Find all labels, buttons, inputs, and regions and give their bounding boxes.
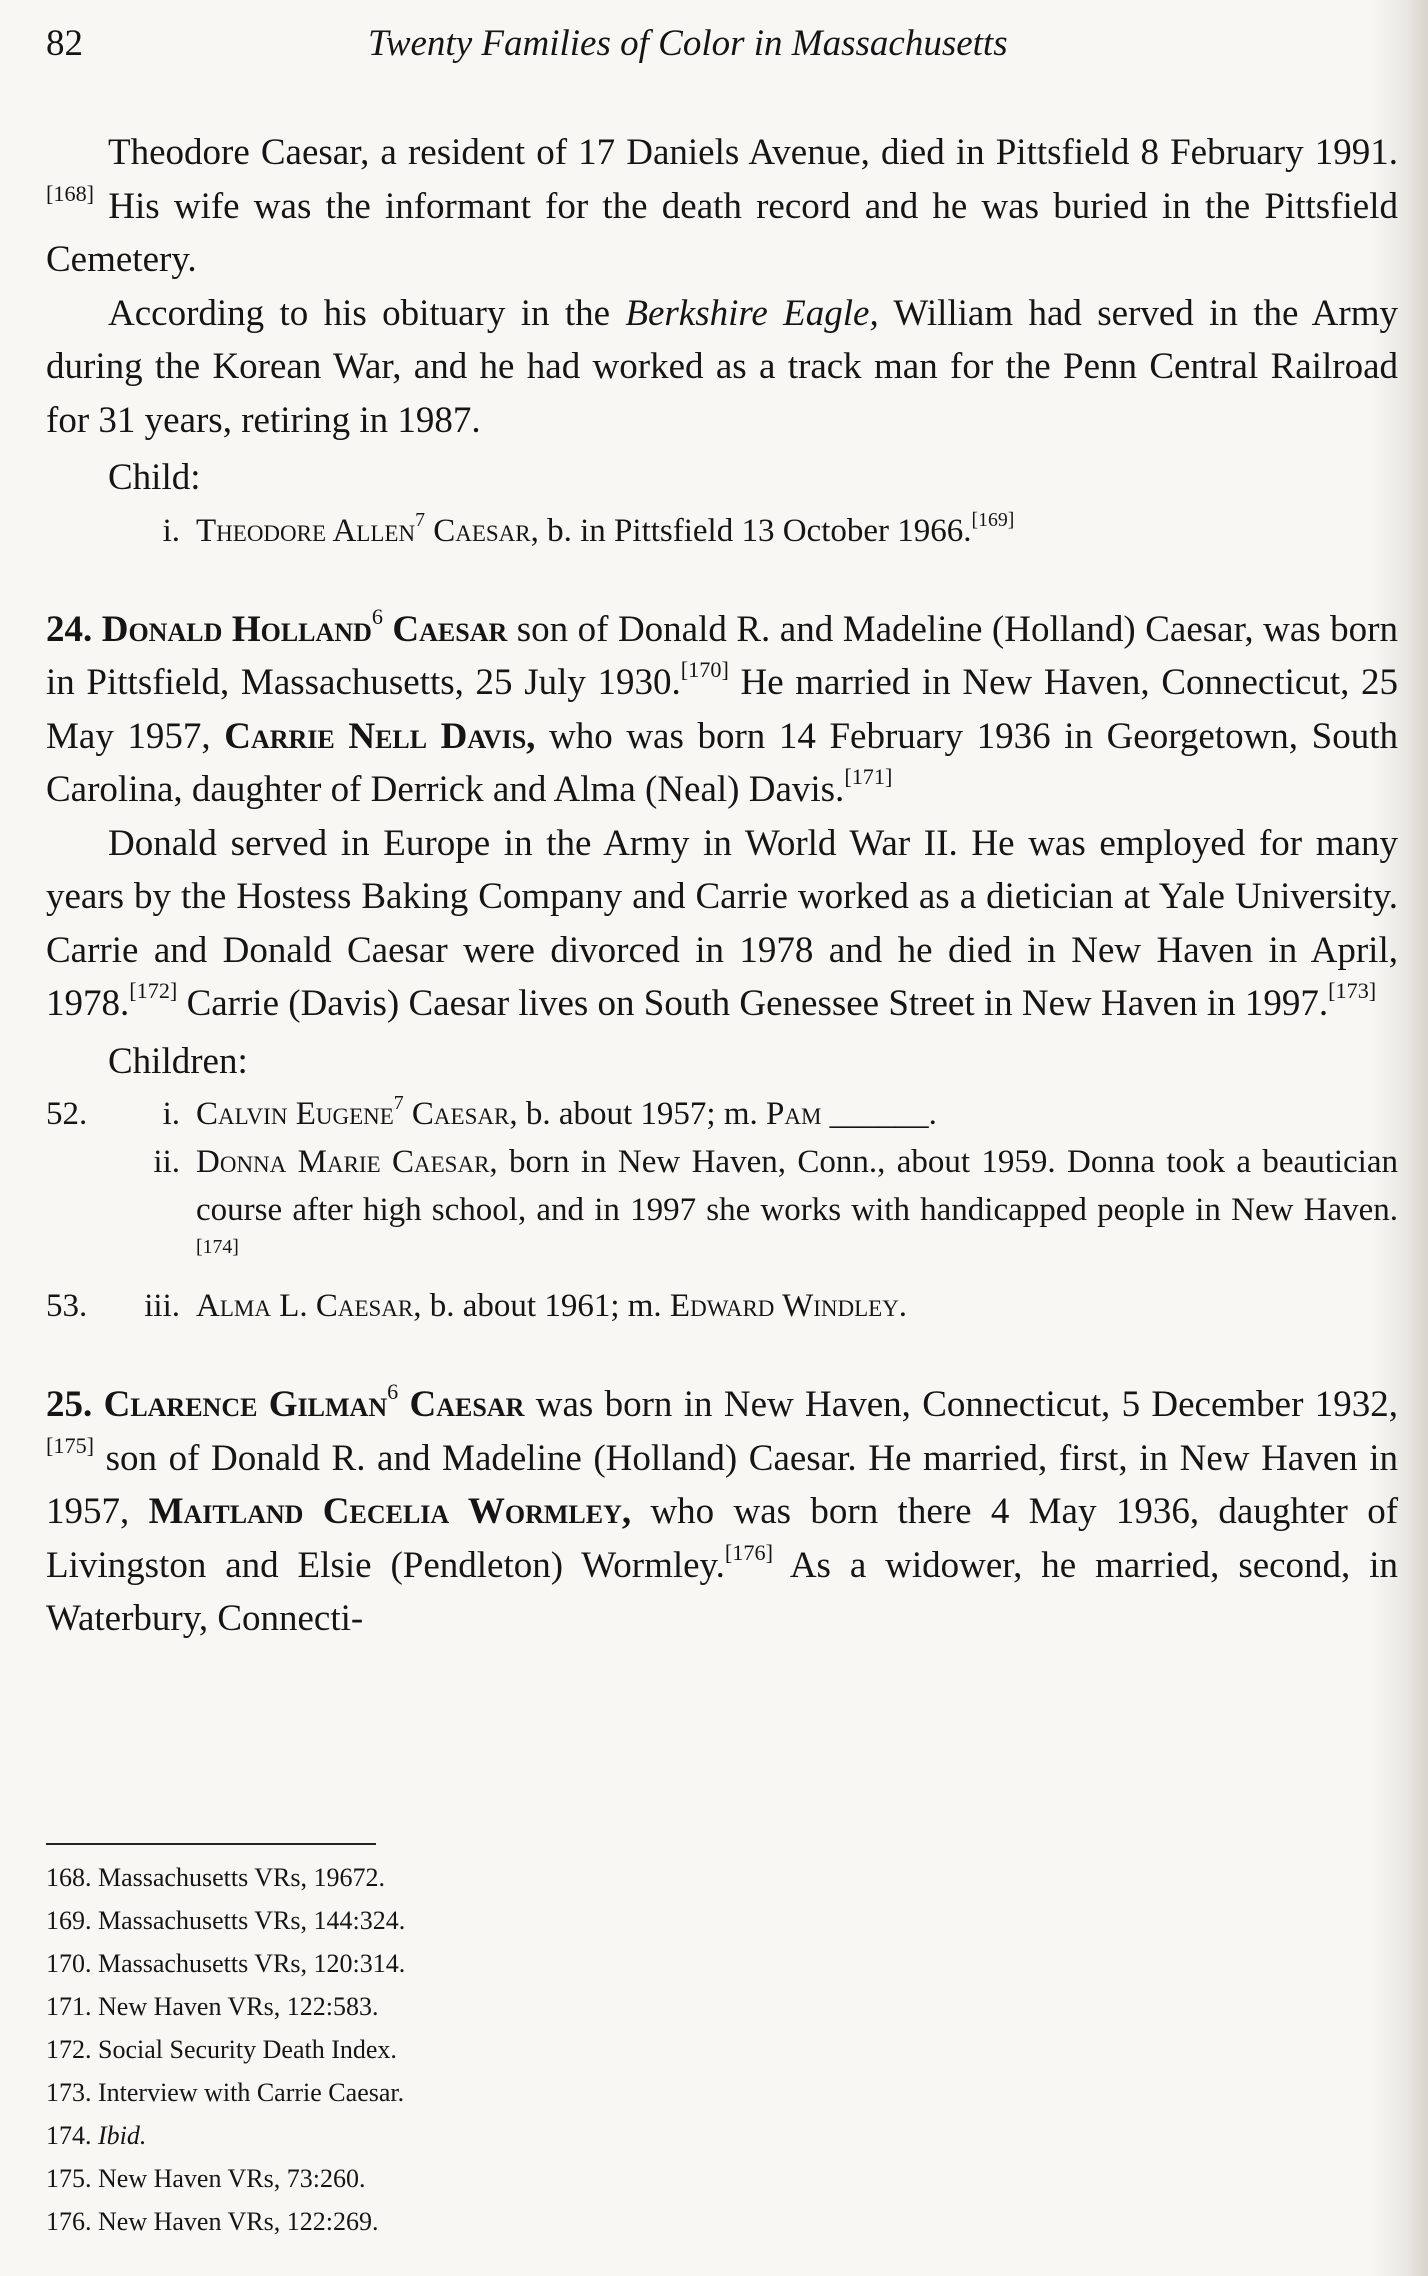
child-label: Child: — [108, 457, 201, 498]
entry-donald: 24. Donald Holland$^6$ Caesar son of Donald R. and Madeline (Holland) Caesar, was born in Pittsfield, Massachusetts, 25 July 1930.[170] He married in New Haven, Connecticut, 25 May 1957, Carrie Nell Davis, who was born 14 February 1936 in Georgetown, South Carolina, daughter of Derrick and Alma (Neal) Davis.[171] — [46, 603, 1399, 810]
page-header — [46, 22, 1382, 82]
list-item: 53. iii. Alma L. Caesar, b. about 1961; m. Edward Windley. — [46, 1288, 908, 1324]
body-text — [46, 126, 1398, 1646]
child-list — [46, 507, 1398, 555]
footnotes — [46, 1856, 946, 2243]
children-label: Children: — [108, 1040, 248, 1082]
paragraph-theodore-death: Theodore Caesar, a resident of 17 Daniels Avenue, died in Pittsfield 8 February 1991.[168] His wife was the informant for the death record and he was buried in the Pittsfield Cemetery. — [46, 132, 1398, 280]
footnote: 169. Massachusetts VRs, 144:324. — [46, 1906, 406, 1935]
footnote-rule — [46, 1843, 376, 1845]
footnote-ref: [168] — [46, 180, 95, 206]
list-item: i. Theodore Allen$^7$ Caesar, b. in Pittsfield 13 October 1966.[169] — [162, 508, 1015, 549]
children-list — [46, 1090, 1398, 1330]
paragraph-donald-service: Donald served in Europe in the Army in World War II. He was employed for many years by the Hostess Baking Company and Carrie worked as a dietician at Yale University. Carrie and Donald Caesar were divorced in 1978 and he died in New Haven in April, 1978.[172] Carrie (Davis) Caesar lives on South Genessee Street in New Haven in 1997.[173] — [46, 822, 1398, 1024]
footnote: 174. Ibid. — [46, 2121, 147, 2150]
footnote-ibid: Ibid. — [98, 2121, 147, 2150]
page-number: 82 — [46, 23, 83, 64]
running-title: Twenty Families of Color in Massachusetts — [368, 23, 1008, 64]
footnote: 176. New Haven VRs, 122:269. — [46, 2207, 379, 2236]
entry-clarence: 25. Clarence Gilman$^6$ Caesar was born in New Haven, Connecticut, 5 December 1932,[175] son of Donald R. and Madeline (Holland) Caesar. He married, first, in New Haven in 1957, Maitland Cecelia Wormley, who was born there 4 May 1936, daughter of Livingston and Elsie (Pendleton) Wormley.[176] As a widower, he married, second, in Waterbury, Connecti- — [46, 1379, 1399, 1639]
footnote: 173. Interview with Carrie Caesar. — [46, 2078, 405, 2107]
footnote: 171. New Haven VRs, 122:583. — [46, 1992, 379, 2021]
list-item: 52. i. Calvin Eugene$^7$ Caesar, b. about 1957; m. Pam ______. — [46, 1092, 937, 1132]
list-item: ii. Donna Marie Caesar, born in New Haven, Conn., about 1959. Donna took a beautician course after high school, and in 1997 she works with handicapped people in New Haven.[174] — [153, 1144, 1398, 1259]
footnote: 172. Social Security Death Index. — [46, 2035, 397, 2064]
footnote: 168. Massachusetts VRs, 19672. — [46, 1863, 385, 1892]
footnote: 175. New Haven VRs, 73:260. — [46, 2164, 366, 2193]
footnote: 170. Massachusetts VRs, 120:314. — [46, 1949, 406, 1978]
paragraph-theodore-obituary: According to his obituary in the Berkshire Eagle, William had served in the Army during the Korean War, and he had worked as a track man for the Penn Central Railroad for 31 years, retiring in 1987. — [46, 292, 1399, 441]
